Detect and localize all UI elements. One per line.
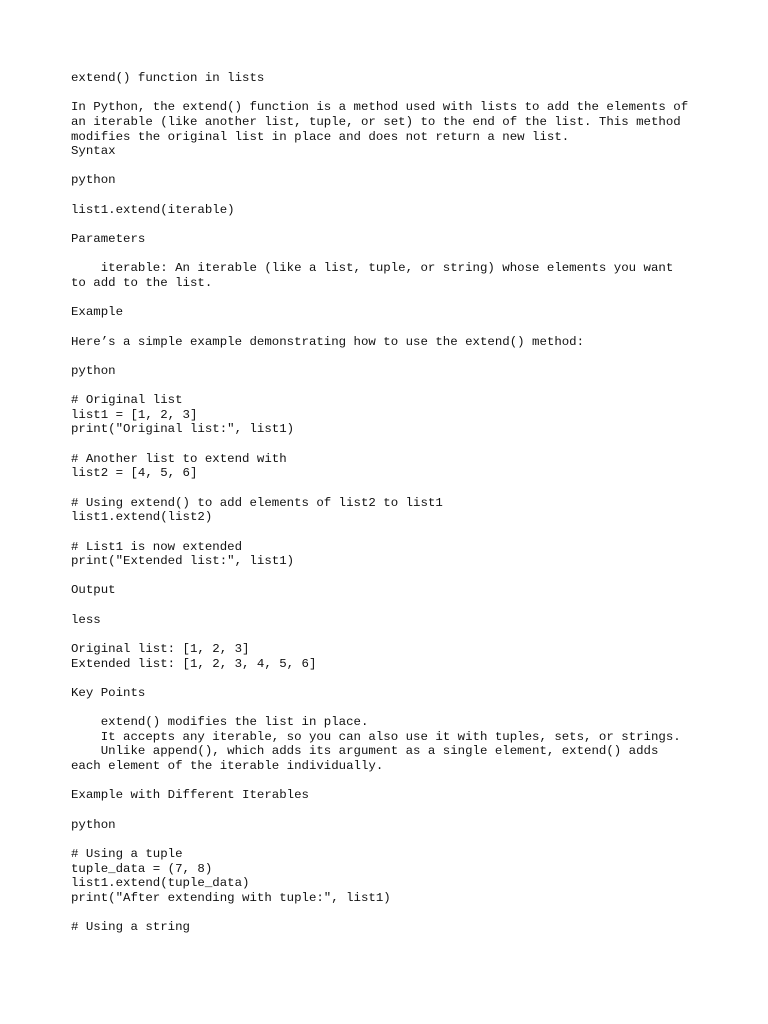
code-line: # Using extend() to add elements of list2 to list1 <box>71 495 443 510</box>
iterables-language-label: python <box>71 817 116 832</box>
code-line: # List1 is now extended <box>71 539 243 554</box>
spacer <box>71 598 711 613</box>
spacer <box>71 481 711 496</box>
key-points-heading: Key Points <box>71 685 146 700</box>
spacer <box>71 437 711 452</box>
output-language-label: less <box>71 612 101 627</box>
syntax-heading: Syntax <box>71 144 116 159</box>
spacer <box>71 159 711 174</box>
spacer <box>71 701 711 716</box>
spacer <box>71 378 711 393</box>
code-line: list1.extend(list2) <box>71 510 213 525</box>
output-line: Original list: [1, 2, 3] <box>71 641 250 656</box>
example-language-label: python <box>71 363 116 378</box>
document-title: extend() function in lists <box>71 71 265 85</box>
code-line: list1 = [1, 2, 3] <box>71 407 198 422</box>
spacer <box>71 217 711 232</box>
key-point-line: It accepts any iterable, so you can also use it with tuples, sets, or strings. <box>71 729 681 744</box>
parameter-line: iterable: An iterable (like a list, tuple, or string) whose elements you want <box>71 261 674 276</box>
parameters-heading: Parameters <box>71 232 146 247</box>
key-point-line: extend() modifies the list in place. <box>71 715 369 730</box>
code-line: print("Extended list:", list1) <box>71 554 295 569</box>
output-line: Extended list: [1, 2, 3, 4, 5, 6] <box>71 656 317 671</box>
spacer <box>71 188 711 203</box>
iterables-heading: Example with Different Iterables <box>71 788 309 803</box>
intro-line: an iterable (like another list, tuple, or set) to the end of the list. This method <box>71 114 681 129</box>
spacer <box>71 832 711 847</box>
spacer <box>71 627 711 642</box>
spacer <box>71 671 711 686</box>
code-line: # Original list <box>71 393 183 408</box>
key-point-line: each element of the iterable individually. <box>71 759 384 774</box>
spacer <box>71 291 711 306</box>
code-line: print("After extending with tuple:", list1) <box>71 890 391 905</box>
syntax-language-label: python <box>71 173 116 188</box>
code-line: # Another list to extend with <box>71 451 287 466</box>
parameter-line: to add to the list. <box>71 275 213 290</box>
output-heading: Output <box>71 583 116 598</box>
intro-paragraph <box>71 100 711 144</box>
spacer <box>71 774 711 789</box>
spacer <box>71 525 711 540</box>
code-line: print("Original list:", list1) <box>71 422 295 437</box>
code-line: tuple_data = (7, 8) <box>71 861 213 876</box>
spacer <box>71 349 711 364</box>
spacer <box>71 86 711 101</box>
iterables-code-block <box>71 847 711 935</box>
example-intro: Here’s a simple example demonstrating how to use the extend() method: <box>71 334 585 349</box>
parameters-list <box>71 261 711 290</box>
example-code-block <box>71 393 711 569</box>
spacer <box>71 320 711 335</box>
code-line: # Using a string <box>71 920 190 935</box>
code-line: # Using a tuple <box>71 846 183 861</box>
document-page <box>71 71 711 935</box>
code-line: list1.extend(tuple_data) <box>71 876 250 891</box>
key-points-list <box>71 715 711 774</box>
syntax-code: list1.extend(iterable) <box>71 202 235 217</box>
spacer <box>71 906 711 921</box>
spacer <box>71 803 711 818</box>
intro-line: In Python, the extend() function is a method used with lists to add the elements of <box>71 100 689 115</box>
output-block <box>71 642 711 671</box>
spacer <box>71 569 711 584</box>
spacer <box>71 247 711 262</box>
code-line: list2 = [4, 5, 6] <box>71 466 198 481</box>
intro-line: modifies the original list in place and does not return a new list. <box>71 129 570 144</box>
example-heading: Example <box>71 305 124 320</box>
key-point-line: Unlike append(), which adds its argument as a single element, extend() adds <box>71 744 659 759</box>
